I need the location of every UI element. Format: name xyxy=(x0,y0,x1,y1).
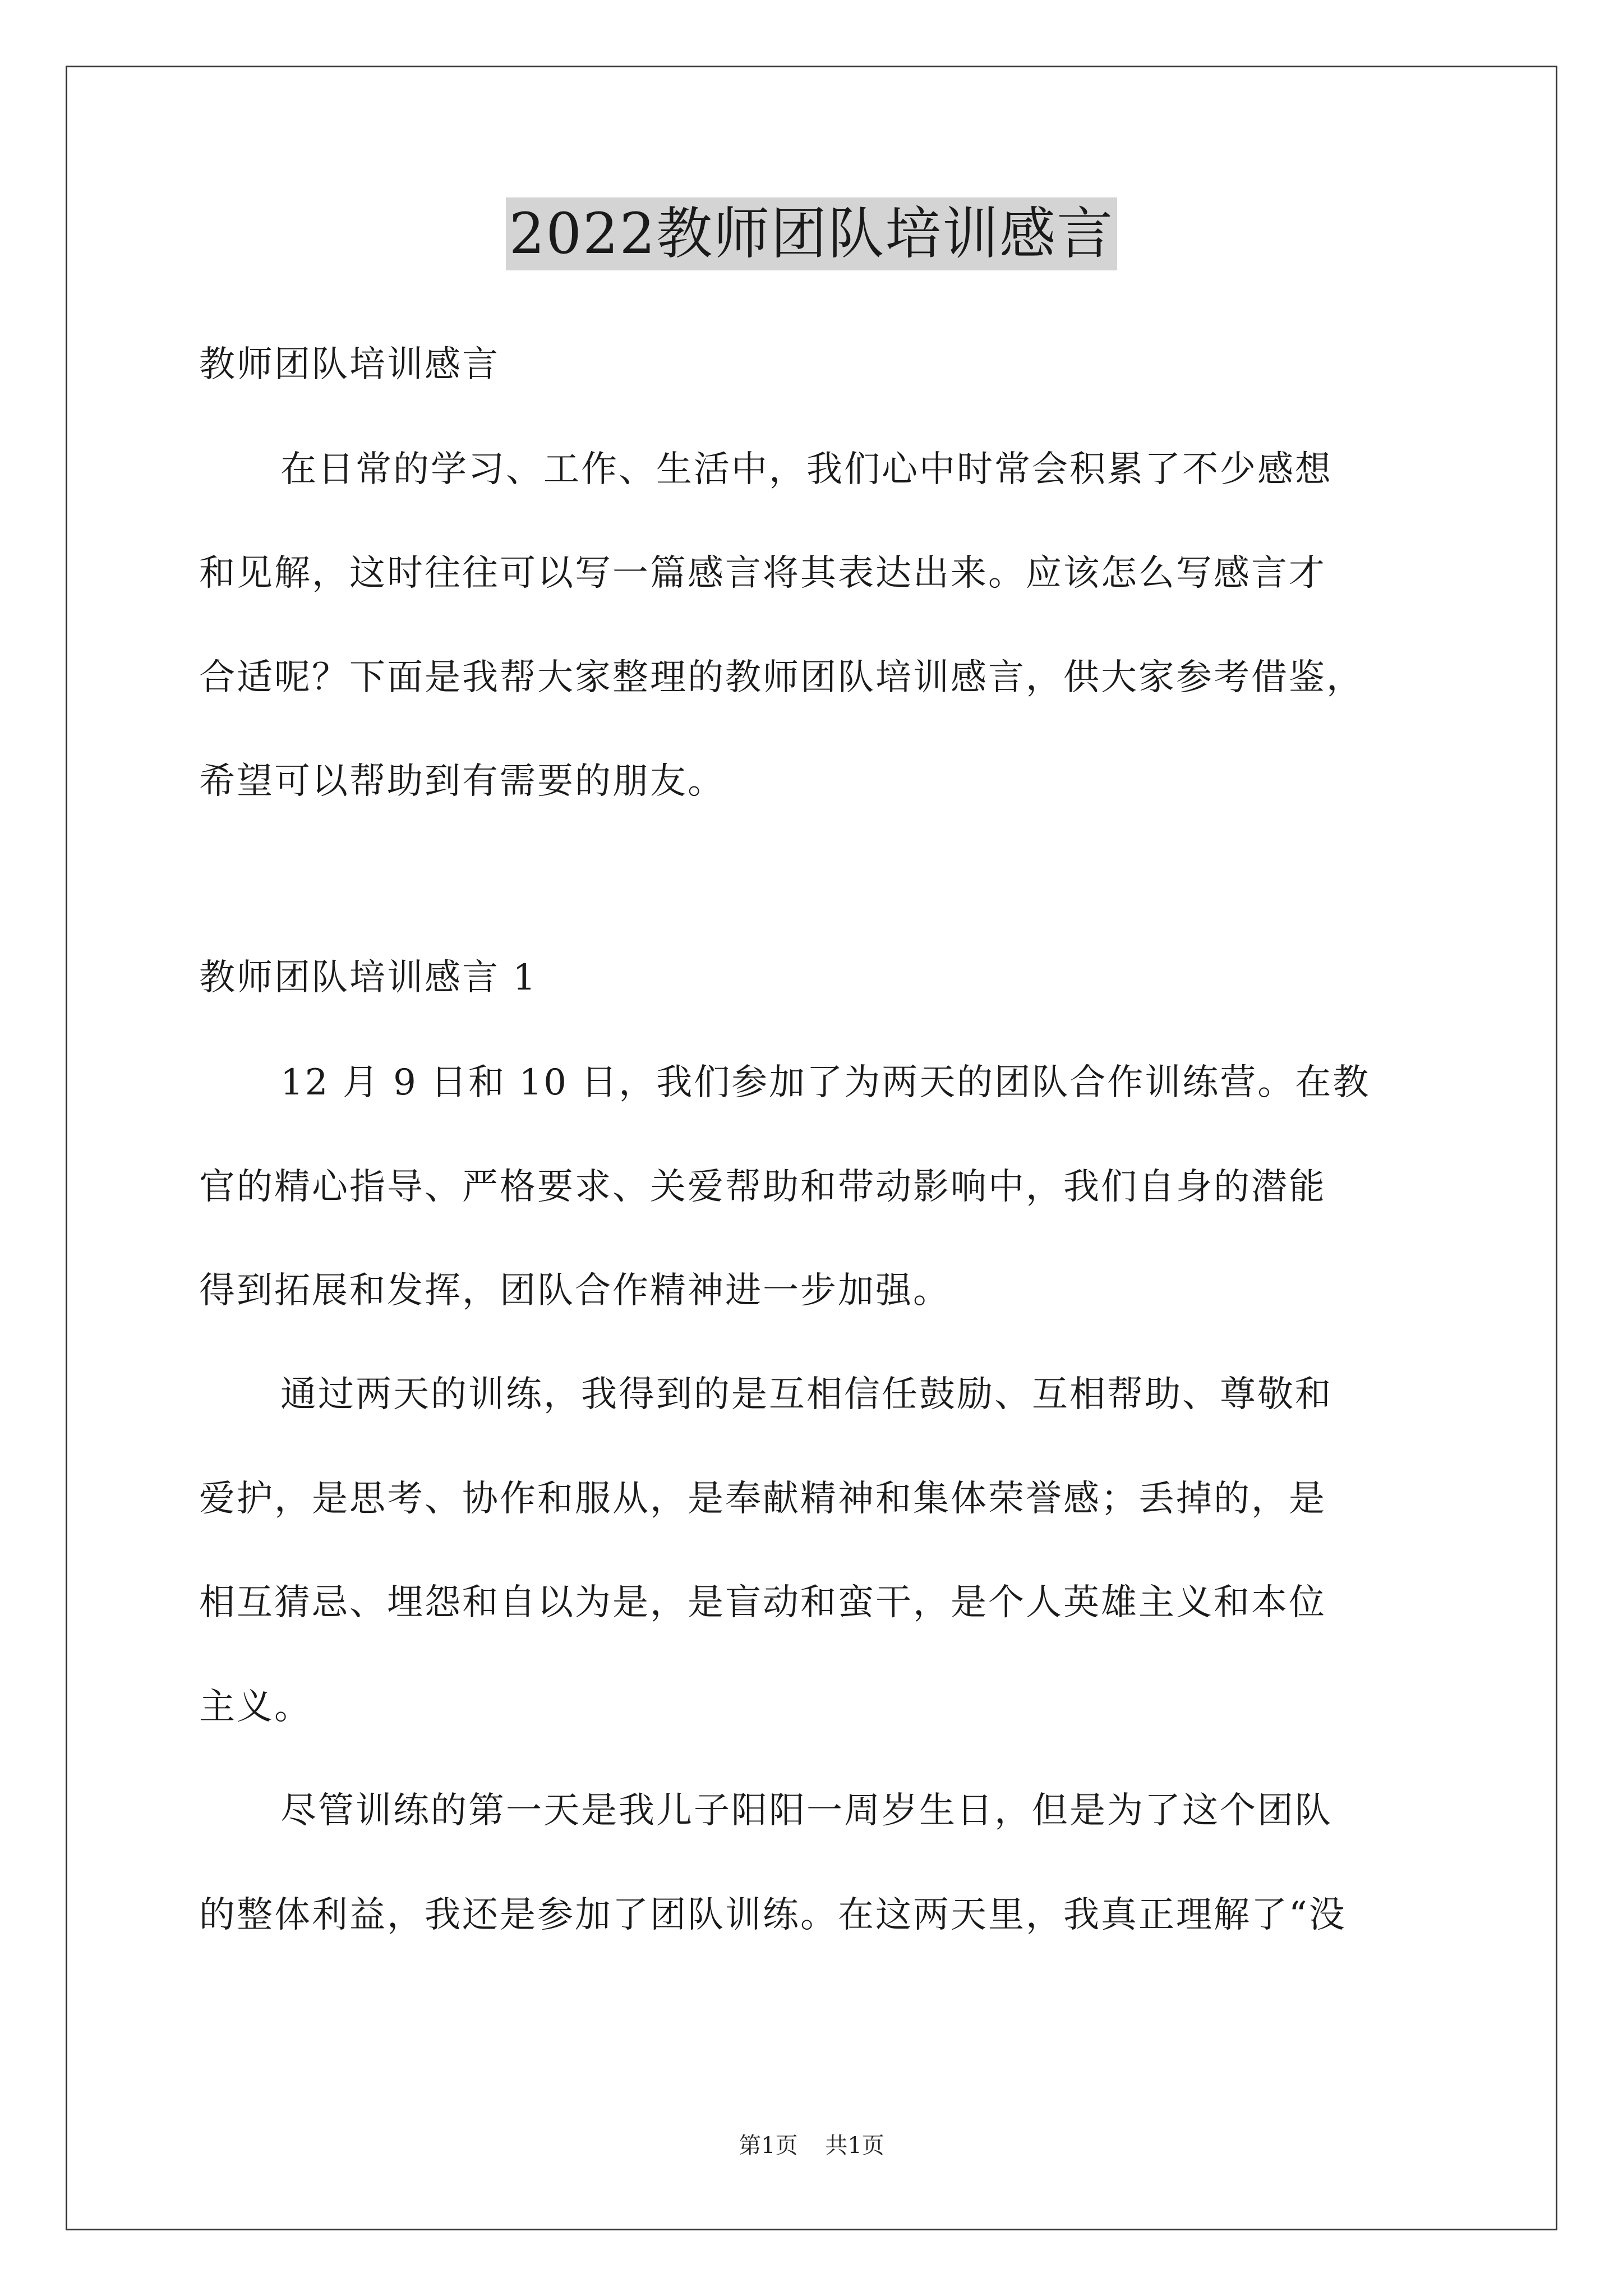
paragraph-line: 合适呢？下面是我帮大家整理的教师团队培训感言，供大家参考借鉴， xyxy=(199,657,1364,698)
paragraph-line: 官的精心指导、严格要求、关爱帮助和带动影响中，我们自身的潜能 xyxy=(199,1166,1326,1208)
paragraph-line: 相互猜忌、埋怨和自以为是，是盲动和蛮干，是个人英雄主义和本位 xyxy=(199,1582,1326,1623)
paragraph-line: 在日常的学习、工作、生活中，我们心中时常会积累了不少感想 xyxy=(280,449,1332,490)
paragraph-line: 希望可以帮助到有需要的朋友。 xyxy=(199,761,725,802)
paragraph-line: 12 月 9 日和 10 日，我们参加了为两天的团队合作训练营。在教 xyxy=(280,1062,1371,1103)
section-heading: 教师团队培训感言 1 xyxy=(199,957,538,999)
page-footer xyxy=(0,2132,1623,2160)
paragraph-line: 主义。 xyxy=(199,1686,312,1728)
paragraph-line: 和见解，这时往往可以写一篇感言将其表达出来。应该怎么写感言才 xyxy=(199,553,1326,594)
paragraph-line: 尽管训练的第一天是我儿子阳阳一周岁生日，但是为了这个团队 xyxy=(280,1790,1332,1832)
page-total: 共1页 xyxy=(825,2133,884,2159)
title-wrap xyxy=(0,197,1623,270)
page-number: 第1页 xyxy=(739,2133,798,2159)
paragraph-line: 得到拓展和发挥，团队合作精神进一步加强。 xyxy=(199,1270,951,1312)
document-title: 2022教师团队培训感言 xyxy=(506,197,1118,270)
paragraph-line: 教师团队培训感言 xyxy=(199,344,500,385)
paragraph-line: 爱护，是思考、协作和服从，是奉献精神和集体荣誉感；丢掉的，是 xyxy=(199,1478,1326,1520)
paragraph-line: 的整体利益，我还是参加了团队训练。在这两天里，我真正理解了“没 xyxy=(199,1894,1347,1936)
paragraph-line: 通过两天的训练，我得到的是互相信任鼓励、互相帮助、尊敬和 xyxy=(280,1374,1332,1415)
